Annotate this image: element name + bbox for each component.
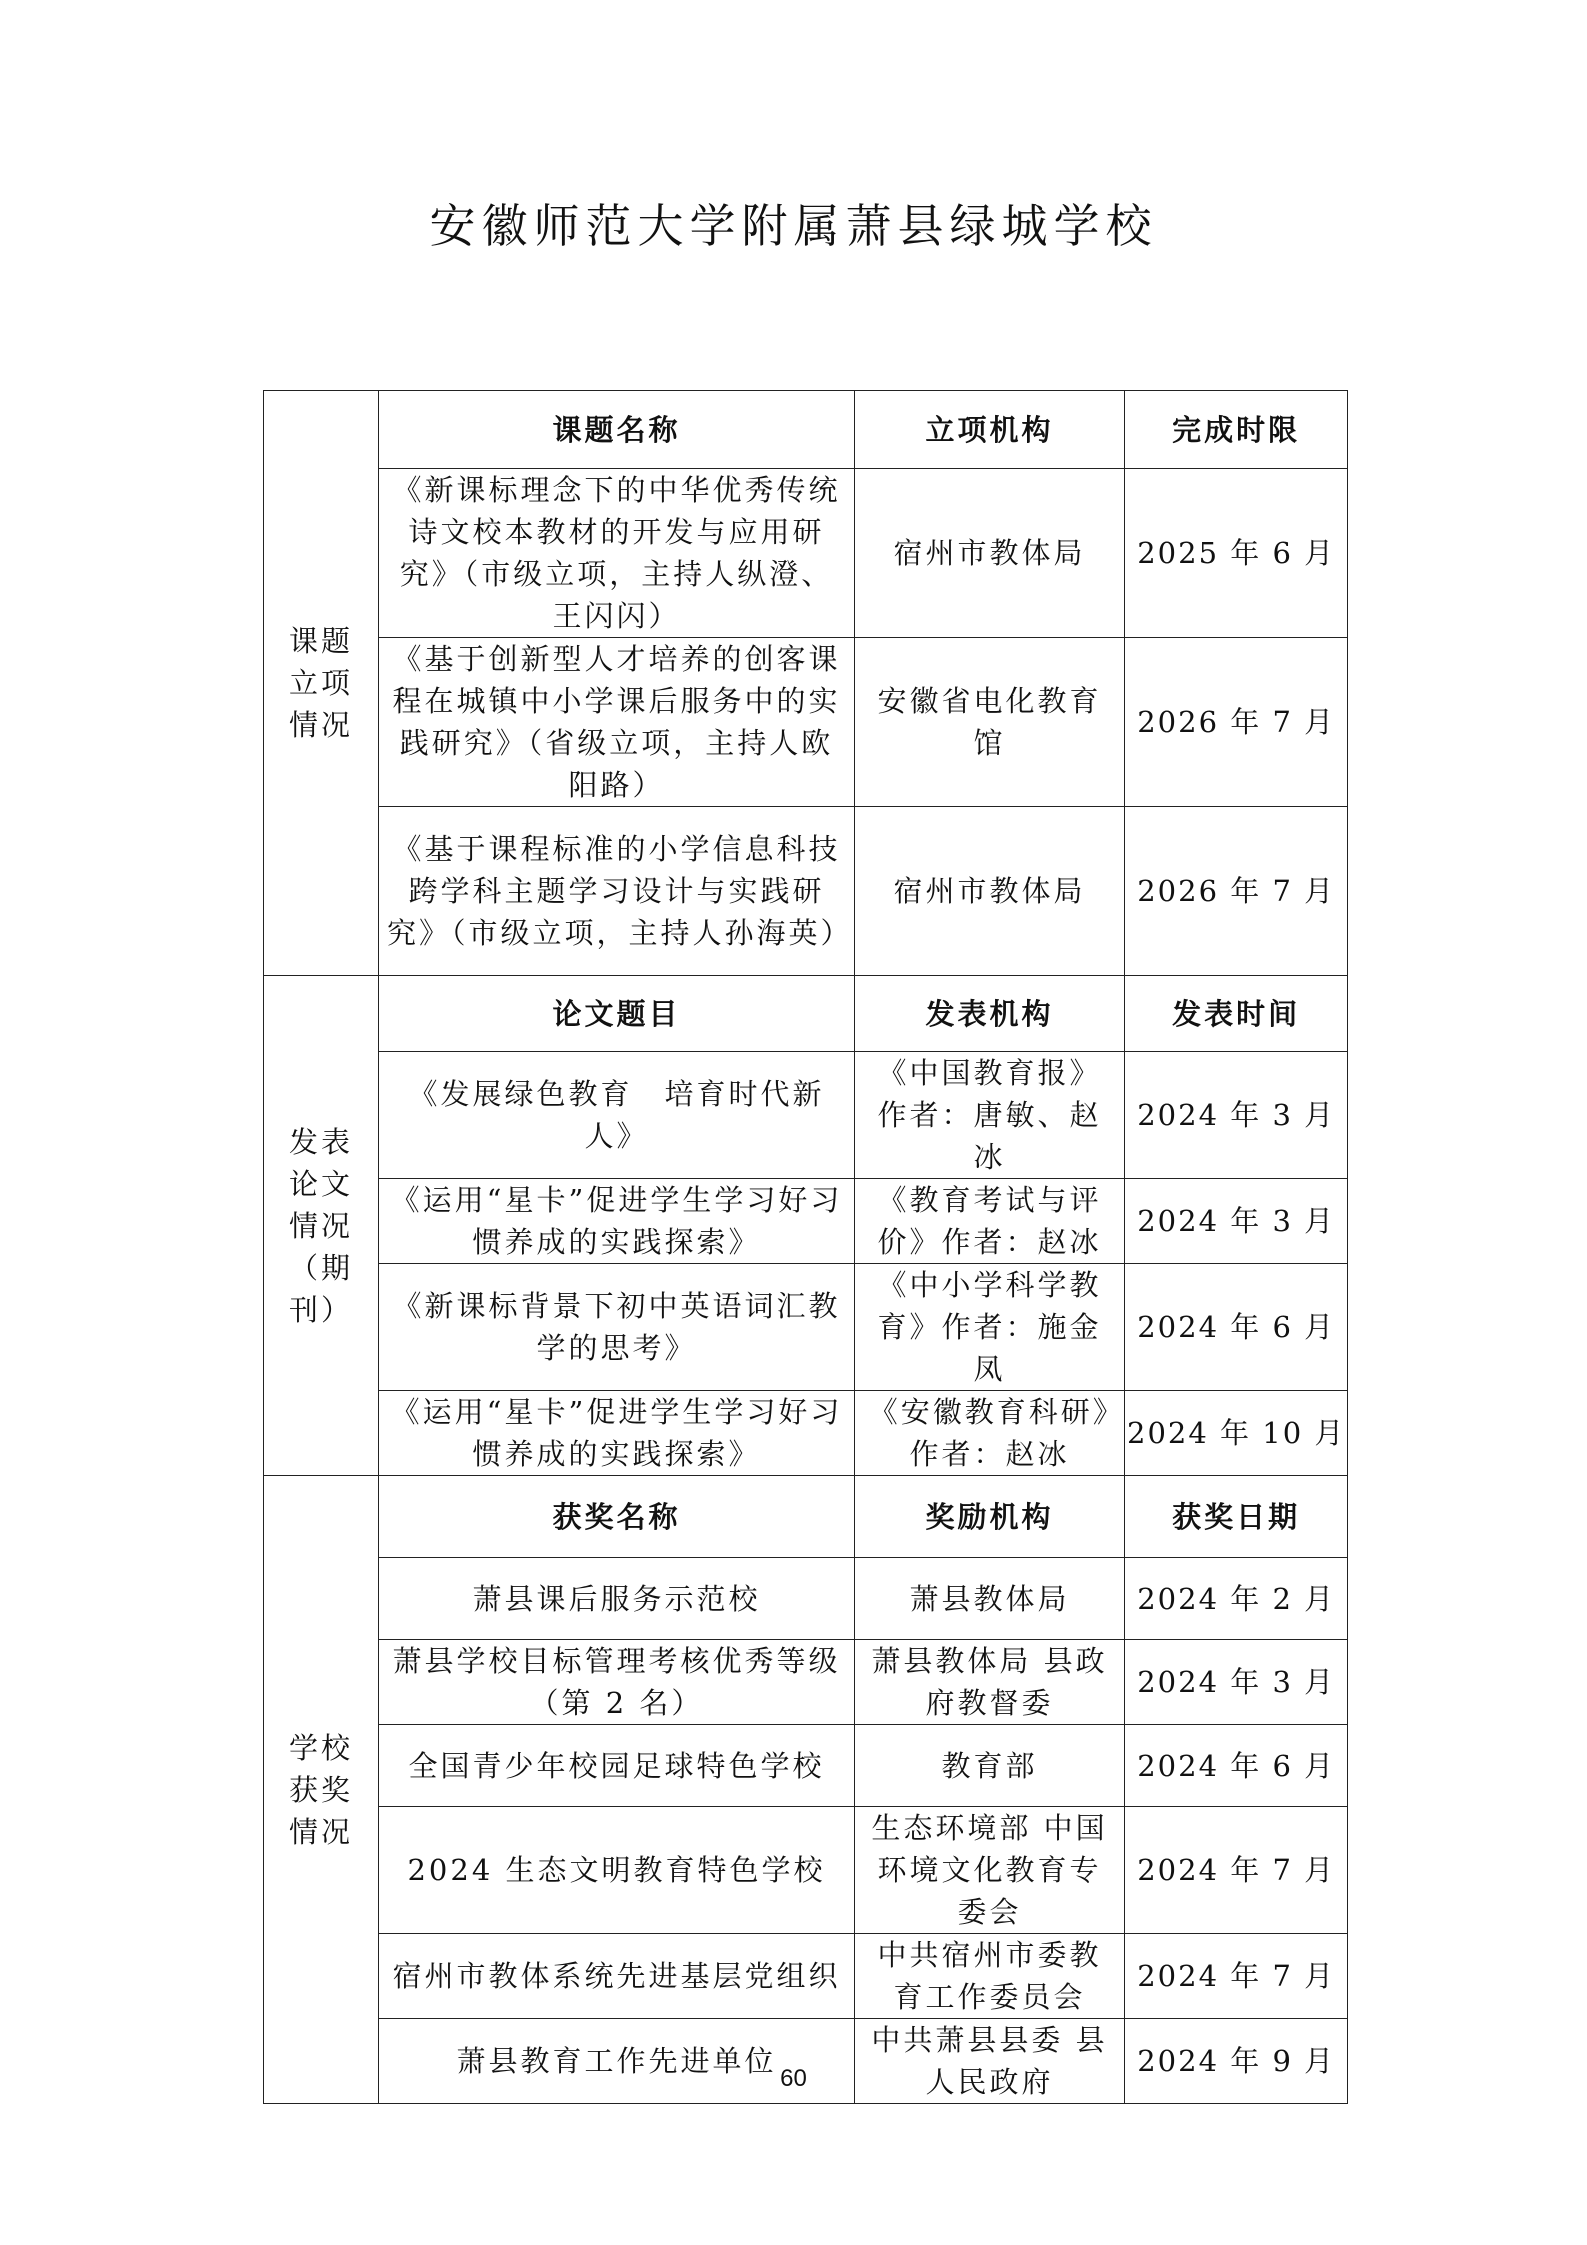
column-header: 获奖日期 [1125,1476,1348,1558]
table-cell: 宿州市教体局 [855,807,1125,976]
table-cell: 萧县学校目标管理考核优秀等级（第 2 名） [379,1640,855,1725]
table-cell: 中共宿州市委教育工作委员会 [855,1934,1125,2019]
column-header: 立项机构 [855,391,1125,469]
column-header: 奖励机构 [855,1476,1125,1558]
column-header: 发表时间 [1125,976,1348,1052]
info-table [263,390,1348,2104]
section-label-papers: 发表 论文 情况 （期 刊） [264,976,379,1476]
table-header-row [264,1476,1348,1558]
column-header: 论文题目 [379,976,855,1052]
table-cell: 宿州市教体局 [855,469,1125,638]
page-number: 60 [780,2065,807,2092]
table-row [264,1934,1348,2019]
table-row [264,1640,1348,1725]
table-cell: 《教育考试与评价》作者：赵冰 [855,1179,1125,1264]
table-cell: 2024 年 2 月 [1125,1558,1348,1640]
table-cell: 萧县教体局 县政府教督委 [855,1640,1125,1725]
table-cell: 《中国教育报》作者：唐敏、赵冰 [855,1052,1125,1179]
table-cell: 《运用“星卡”促进学生学习好习惯养成的实践探索》 [379,1391,855,1476]
table-cell: 全国青少年校园足球特色学校 [379,1725,855,1807]
table-header-row [264,391,1348,469]
table-cell: 《发展绿色教育 培育时代新人》 [379,1052,855,1179]
table-row [264,1179,1348,1264]
table-cell: 《运用“星卡”促进学生学习好习惯养成的实践探索》 [379,1179,855,1264]
table-cell: 《中小学科学教育》作者：施金凤 [855,1264,1125,1391]
table-cell: 安徽省电化教育馆 [855,638,1125,807]
table-cell: 2024 生态文明教育特色学校 [379,1807,855,1934]
table-cell: 萧县教体局 [855,1558,1125,1640]
page-title: 安徽师范大学附属萧县绿城学校 [429,199,1158,253]
table-cell: 《新课标背景下初中英语词汇教学的思考》 [379,1264,855,1391]
table-row [264,1807,1348,1934]
table-cell: 2024 年 7 月 [1125,1807,1348,1934]
table-cell: 萧县教育工作先进单位 [379,2019,855,2104]
section-label-projects: 课题 立项 情况 [264,391,379,976]
table-cell: 《基于创新型人才培养的创客课程在城镇中小学课后服务中的实践研究》（省级立项，主持人欧阳路） [379,638,855,807]
table-row [264,638,1348,807]
table-cell: 2024 年 9 月 [1125,2019,1348,2104]
table-cell: 2024 年 3 月 [1125,1640,1348,1725]
table-cell: 《安徽教育科研》作者：赵冰 [855,1391,1125,1476]
column-header: 课题名称 [379,391,855,469]
table-cell: 2024 年 3 月 [1125,1179,1348,1264]
table-cell: 2024 年 6 月 [1125,1264,1348,1391]
table-cell: 2024 年 3 月 [1125,1052,1348,1179]
column-header: 发表机构 [855,976,1125,1052]
table-cell: 宿州市教体系统先进基层党组织 [379,1934,855,2019]
table-row [264,1725,1348,1807]
table-cell: 2024 年 10 月 [1125,1391,1348,1476]
section-label-awards: 学校 获奖 情况 [264,1476,379,2104]
column-header: 获奖名称 [379,1476,855,1558]
table-cell: 2026 年 7 月 [1125,807,1348,976]
table-row [264,1391,1348,1476]
table-cell: 2026 年 7 月 [1125,638,1348,807]
table-cell: 生态环境部 中国环境文化教育专委会 [855,1807,1125,1934]
table-cell: 中共萧县县委 县人民政府 [855,2019,1125,2104]
table-row [264,1052,1348,1179]
table-row [264,1264,1348,1391]
table-cell: 《基于课程标准的小学信息科技跨学科主题学习设计与实践研究》（市级立项，主持人孙海英） [379,807,855,976]
table-row [264,807,1348,976]
table-cell: 萧县课后服务示范校 [379,1558,855,1640]
column-header: 完成时限 [1125,391,1348,469]
table-row [264,1558,1348,1640]
table-cell: 教育部 [855,1725,1125,1807]
table-cell: 2024 年 6 月 [1125,1725,1348,1807]
table-row [264,469,1348,638]
table-cell: 2025 年 6 月 [1125,469,1348,638]
table-cell: 2024 年 7 月 [1125,1934,1348,2019]
table-cell: 《新课标理念下的中华优秀传统诗文校本教材的开发与应用研究》（市级立项，主持人纵澄、王闪闪） [379,469,855,638]
table-header-row [264,976,1348,1052]
